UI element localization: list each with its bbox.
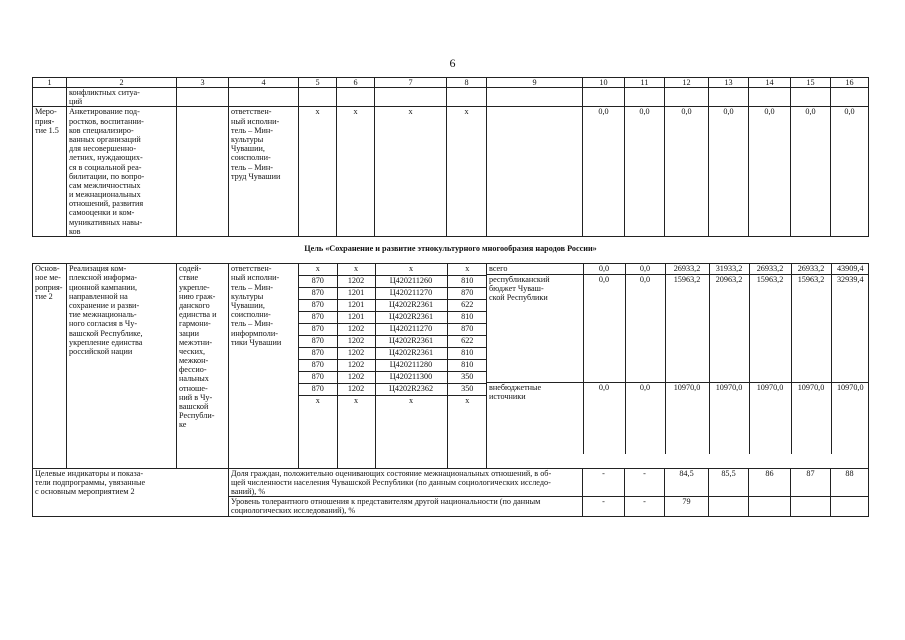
code-cell: 1202 — [337, 348, 375, 360]
indicator-value: 87 — [791, 468, 831, 497]
code-cell: 1202 — [337, 324, 375, 336]
value-cell: 0,0 — [709, 107, 749, 237]
value-cell: 0,0 — [583, 382, 625, 454]
goal-title: Цель «Сохранение и развитие этнокультурного многообразия народов России» — [33, 237, 869, 264]
value-cell: 10970,0 — [709, 382, 749, 454]
code-cell: x — [299, 107, 337, 237]
column-header: 13 — [709, 78, 749, 88]
funding-row-extrabudget — [487, 382, 869, 454]
indicator-value: 79 — [665, 497, 709, 516]
code-cell: 350 — [447, 372, 487, 384]
code-cell: x — [447, 264, 487, 276]
code-cell: 870 — [299, 348, 337, 360]
measure-1-5-label: Меро- прия- тие 1.5 — [33, 107, 67, 237]
value-cell: 0,0 — [583, 264, 625, 274]
funding-table — [487, 264, 869, 454]
code-cell: 1202 — [337, 276, 375, 288]
value-cell: 0,0 — [625, 264, 665, 274]
code-cell: 810 — [447, 360, 487, 372]
code-cell: x — [375, 107, 447, 237]
code-cell: x — [447, 396, 487, 468]
value-cell: 15963,2 — [791, 274, 831, 382]
budget-code-row — [299, 384, 487, 396]
indicator-value — [749, 497, 791, 516]
column-header: 12 — [665, 78, 709, 88]
indicator-value: - — [625, 468, 665, 497]
code-cell: 1202 — [337, 384, 375, 396]
value-cell: 26933,2 — [665, 264, 709, 274]
main-measure-2-responsible: ответствен- ный исполни- тель – Мин- культуры Чувашии, соисполни- тель – Мин- информпoли- тики Чувашии — [229, 264, 299, 469]
budget-code-row — [299, 276, 487, 288]
funding-sources — [487, 264, 869, 469]
value-cell: 0,0 — [625, 382, 665, 454]
value-cell: 10970,0 — [791, 382, 831, 454]
code-cell: Ц420211270 — [375, 324, 447, 336]
column-header: 9 — [487, 78, 583, 88]
code-cell: Ц4202R2361 — [375, 336, 447, 348]
budget-code-row — [299, 324, 487, 336]
measure-1-5-responsible: ответствен- ный исполни- тель – Мин- культуры Чувашии, соисполни- тель – Мин- труд Чувашии — [229, 107, 299, 237]
budget-code-row — [299, 396, 487, 468]
continuation-row — [33, 88, 869, 107]
indicator-text: Уровень толерантного отношения к представителям другой национальности (по данным социологических исследований), % — [229, 497, 583, 516]
main-measure-2-relation: содей- ствие укрепле- нию граж- данского единства и гармони- зации межэтни- ческих, межкон- фессио- нальных отноше- ний в Чу- вашской Республи- ке — [177, 264, 229, 469]
code-cell: x — [337, 396, 375, 468]
value-cell: 10970,0 — [749, 382, 791, 454]
funding-source-name: всего — [487, 264, 583, 274]
value-cell: 32939,4 — [831, 274, 869, 382]
indicator-value — [709, 497, 749, 516]
column-header: 6 — [337, 78, 375, 88]
indicator-value: - — [583, 468, 625, 497]
value-cell: 0,0 — [625, 274, 665, 382]
indicator-value: 86 — [749, 468, 791, 497]
value-cell: 0,0 — [791, 107, 831, 237]
continuation-text: конфликтных ситуа- ций — [67, 88, 177, 107]
budget-code-row — [299, 360, 487, 372]
column-header: 15 — [791, 78, 831, 88]
funding-source-name: внебюджетные источники — [489, 382, 542, 401]
code-cell: Ц4202R2361 — [375, 348, 447, 360]
value-cell: 10970,0 — [831, 382, 869, 454]
column-header: 4 — [229, 78, 299, 88]
code-cell: 870 — [299, 312, 337, 324]
code-cell: 810 — [447, 312, 487, 324]
code-cell: Ц4202R2362 — [375, 384, 447, 396]
indicator-value: 85,5 — [709, 468, 749, 497]
code-cell: Ц420211280 — [375, 360, 447, 372]
code-cell: Ц420211270 — [375, 288, 447, 300]
indicator-value: 88 — [831, 468, 869, 497]
code-cell: 870 — [447, 288, 487, 300]
code-cell: 870 — [299, 336, 337, 348]
column-header: 14 — [749, 78, 791, 88]
code-cell: 622 — [447, 300, 487, 312]
value-cell: 26933,2 — [791, 264, 831, 274]
budget-code-row — [299, 300, 487, 312]
code-cell: Ц420211260 — [375, 276, 447, 288]
value-cell: 0,0 — [625, 107, 665, 237]
value-cell: 0,0 — [583, 107, 625, 237]
page-number: 6 — [449, 56, 456, 70]
code-cell: 1201 — [337, 288, 375, 300]
code-cell: x — [337, 264, 375, 276]
column-header: 2 — [67, 78, 177, 88]
budget-code-row — [299, 348, 487, 360]
value-cell: 10970,0 — [665, 382, 709, 454]
main-measure-2-label: Основ- ное ме- роприя- тие 2 — [33, 264, 67, 469]
column-header: 8 — [447, 78, 487, 88]
code-cell: 870 — [299, 360, 337, 372]
column-header: 1 — [33, 78, 67, 88]
indicator-value: - — [625, 497, 665, 516]
value-cell: 0,0 — [665, 107, 709, 237]
column-header: 16 — [831, 78, 869, 88]
budget-code-row — [299, 288, 487, 300]
code-cell: 870 — [299, 300, 337, 312]
code-cell: 1201 — [337, 312, 375, 324]
column-header: 10 — [583, 78, 625, 88]
code-cell: 810 — [447, 276, 487, 288]
indicator-value — [831, 497, 869, 516]
code-cell: 870 — [299, 372, 337, 384]
code-cell: 810 — [447, 348, 487, 360]
value-cell: 31933,2 — [709, 264, 749, 274]
code-cell: 870 — [299, 384, 337, 396]
budget-code-row — [299, 336, 487, 348]
value-cell: 20963,2 — [709, 274, 749, 382]
code-cell: 622 — [447, 336, 487, 348]
indicator-value — [791, 497, 831, 516]
value-cell: 0,0 — [831, 107, 869, 237]
code-cell: 870 — [299, 324, 337, 336]
column-header: 3 — [177, 78, 229, 88]
budget-code-row — [299, 264, 487, 276]
code-cell: Ц420211300 — [375, 372, 447, 384]
budget-codes — [299, 264, 487, 469]
measure-1-5-row — [33, 107, 869, 237]
indicator-row-1 — [33, 468, 869, 497]
budget-codes-table — [299, 264, 487, 468]
code-cell: 870 — [299, 276, 337, 288]
main-measure-2-row — [33, 264, 869, 469]
code-cell: 870 — [299, 288, 337, 300]
value-cell: 26933,2 — [749, 264, 791, 274]
budget-code-row — [299, 372, 487, 384]
code-cell: 1202 — [337, 372, 375, 384]
funding-row-republic — [487, 274, 869, 382]
column-header: 5 — [299, 78, 337, 88]
goal-row — [33, 237, 869, 264]
column-header: 11 — [625, 78, 665, 88]
code-cell: 870 — [447, 324, 487, 336]
budget-code-row — [299, 312, 487, 324]
code-cell: x — [315, 396, 320, 406]
funding-source-name: республиканский бюджет Чуваш- ской Республики — [487, 274, 583, 382]
code-cell: 1202 — [337, 360, 375, 372]
code-cell: 350 — [447, 384, 487, 396]
value-cell: 15963,2 — [665, 274, 709, 382]
indicator-value: - — [583, 497, 625, 516]
code-cell: x — [447, 107, 487, 237]
code-cell: 1202 — [337, 336, 375, 348]
value-cell: 0,0 — [583, 274, 625, 382]
indicators-label: Целевые индикаторы и показа- тели подпрограммы, увязанные с основным мероприятием 2 — [33, 468, 229, 516]
code-cell: x — [375, 264, 447, 276]
value-cell: 43909,4 — [831, 264, 869, 274]
value-cell: 15963,2 — [749, 274, 791, 382]
column-header-row — [33, 78, 869, 88]
funding-row-total — [487, 264, 869, 274]
code-cell: Ц4202R2361 — [375, 300, 447, 312]
code-cell: x — [299, 264, 337, 276]
indicator-value: 84,5 — [665, 468, 709, 497]
value-cell: 0,0 — [749, 107, 791, 237]
main-measure-2-description: Реализация ком- плексной информа- ционной кампании, направленной на сохранение и разви- тие межнациональ- ного согласия в Чу- вашской Республике, укрепление единства российской нации — [67, 264, 177, 469]
code-cell: Ц4202R2361 — [375, 312, 447, 324]
measure-1-5-description: Анкетирование под- ростков, воспитанни- ков специализиро- ванных организаций для несовершенно- летних, нуждающих- ся в социальной реа- билитации, по вопро- сам межличностных и межнациональных отношений, развития самооценки и ком- муникативных навы- ков — [67, 107, 177, 237]
column-header: 7 — [375, 78, 447, 88]
code-cell: x — [375, 396, 447, 468]
code-cell: x — [337, 107, 375, 237]
indicator-text: Доля граждан, положительно оценивающих состояние межнациональных отношений, в об- щей численности населения Чувашской Республики (по данным социологических исследо- ваний), % — [229, 468, 583, 497]
program-table — [32, 77, 869, 517]
code-cell: 1201 — [337, 300, 375, 312]
